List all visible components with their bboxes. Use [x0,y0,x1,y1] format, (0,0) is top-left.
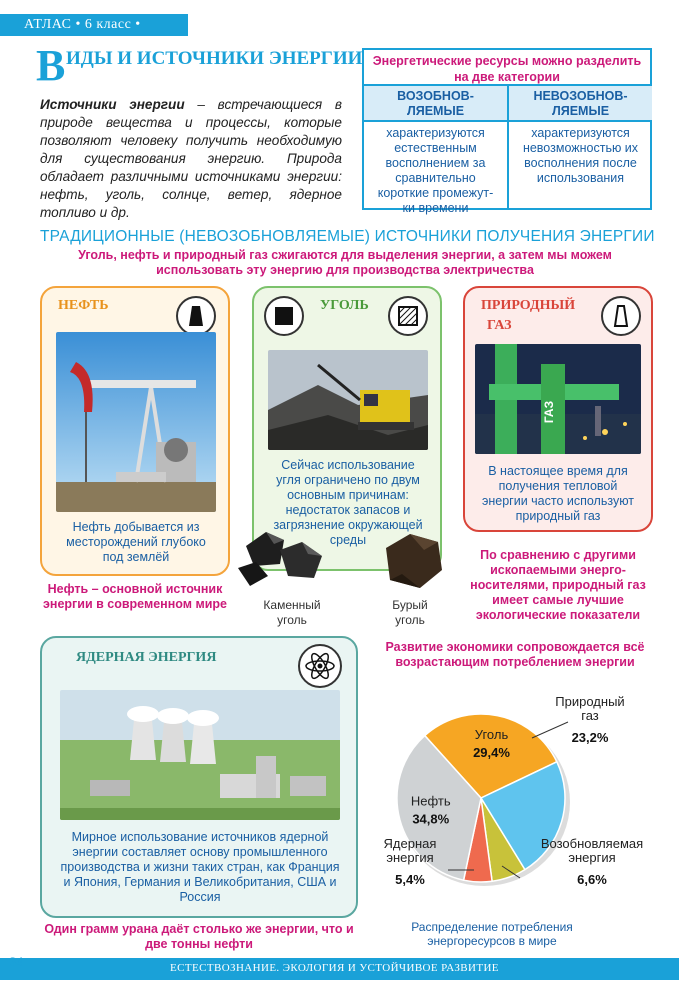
coal-text: Сейчас использование угля ограничено по двум основным причинам: недостаток запасов и загрязнение окружающей среды [273,458,423,547]
pie-label-value-4: 5,4% [395,872,425,887]
categories-box [362,48,652,215]
pie-label-value-5: 34,8% [412,811,450,827]
oil-text: Нефть добывается из месторождений глубоко под землёй [66,520,206,564]
gas-card [463,286,653,532]
pie-label-value-1: 29,4% [473,745,510,761]
oil-symbol-icon [176,296,216,336]
footer-text: ЕСТЕСТВОЗНАНИЕ. ЭКОЛОГИЯ И УСТОЙЧИВОЕ РАЗВИТИЕ [170,962,499,974]
gas-text: В настоящее время для получения тепловой энергии часто используют природный газ [481,464,635,523]
pie-label-name-3: Возобновляемая энергия [540,836,644,865]
nuclear-text: Мирное использование источников ядерной энергии составляет основу промышленного производства и жизни таких стран, как Франция и Япония, Германия и Великобритания, США и Россия [60,830,340,904]
gas-symbol-icon [601,296,641,336]
intro-text: – встречающиеся в природе вещества и процессы, которые позволяют человеку получить необходимую для существования энергию. Природа обладает различными источниками энергии: нефть, уголь, солнце, ветер, ядерное топливо и др. [40,97,342,220]
renewable-title: ВОЗОБНОВ- ЛЯЕМЫЕ [364,86,507,122]
brown-coal-label: Бурый уголь [392,598,428,627]
section-subtitle: Уголь, нефть и природный газ сжигаются для выделения энергии, а затем мы можем использовать эту энергию для производства электричества [78,248,612,277]
oil-pump-photo [56,332,216,512]
coal-title: УГОЛЬ [320,298,369,313]
gas-leader-line [532,722,568,738]
nuclear-card [40,636,358,918]
gas-pipe-label: ГАЗ [542,400,556,424]
nuclear-title: ЯДЕРНАЯ ЭНЕРГИЯ [76,650,217,665]
atlas-tag: АТЛАС • 6 класс • [0,14,188,36]
coal-mine-photo [268,350,428,450]
page-number: 34 [10,954,23,969]
stone-coal-label: Каменный уголь [263,598,321,627]
title-initial: В [36,41,66,90]
stone-coal-image [236,526,328,590]
gas-plant-photo [475,344,641,454]
energy-pie-chart [370,680,670,910]
nuclear-note: Один грамм урана даёт столько же энергии, что и две тонны нефти [44,922,354,951]
pie-label-value-2: 23,2% [571,730,609,745]
pie-label-value-3: 6,6% [577,872,607,887]
pie-title: Развитие экономики сопровождается всё возрастающим потреблением энергии [385,640,645,669]
coal-brown-icon [388,296,428,336]
renewable-desc: характеризуются естественным восполнением за сравнительно короткие промежут-ки времени [377,126,494,215]
pie-caption: Распределение потребления энергоресурсов в мире [411,920,573,948]
renewable-column [364,86,507,216]
nonrenewable-desc: характеризуются невозможностью их восполнения после использования [522,126,639,185]
section-title: ТРАДИЦИОННЫЕ (НЕВОЗОБНОВЛЯЕМЫЕ) ИСТОЧНИКИ ПОЛУЧЕНИЯ ЭНЕРГИИ [40,228,655,245]
pie-label-name-5: Нефть [410,793,451,809]
categories-heading: Энергетические ресурсы можно разделить на две категории [364,50,650,86]
nonrenewable-column [509,86,652,186]
oil-title: НЕФТЬ [58,298,109,313]
atom-icon [298,644,342,688]
pie-label-name-2: Природный газ [555,694,625,723]
oil-note: Нефть – основной источник энергии в современном мире [43,582,227,611]
gas-title-line2: ГАЗ [487,318,512,333]
oil-card [40,286,230,576]
intro-term: Источники энергии [40,97,185,112]
brown-coal-image [380,530,446,592]
pie-label-name-1: Уголь [474,727,509,743]
nonrenewable-title: НЕВОЗОБНОВ- ЛЯЕМЫЕ [509,86,652,122]
coal-stone-icon [264,296,304,336]
page-title: ИДЫ И ИСТОЧНИКИ ЭНЕРГИИ [66,48,363,69]
nuclear-plant-photo [60,690,340,820]
intro-paragraph [40,96,342,222]
pie-label-name-4: Ядерная энергия [383,836,437,865]
gas-note: По сравнению с другими ископаемыми энерго-носителями, природный газ имеет самые лучшие экологические показатели [470,548,646,622]
gas-title-line1: ПРИРОДНЫЙ [481,298,576,313]
